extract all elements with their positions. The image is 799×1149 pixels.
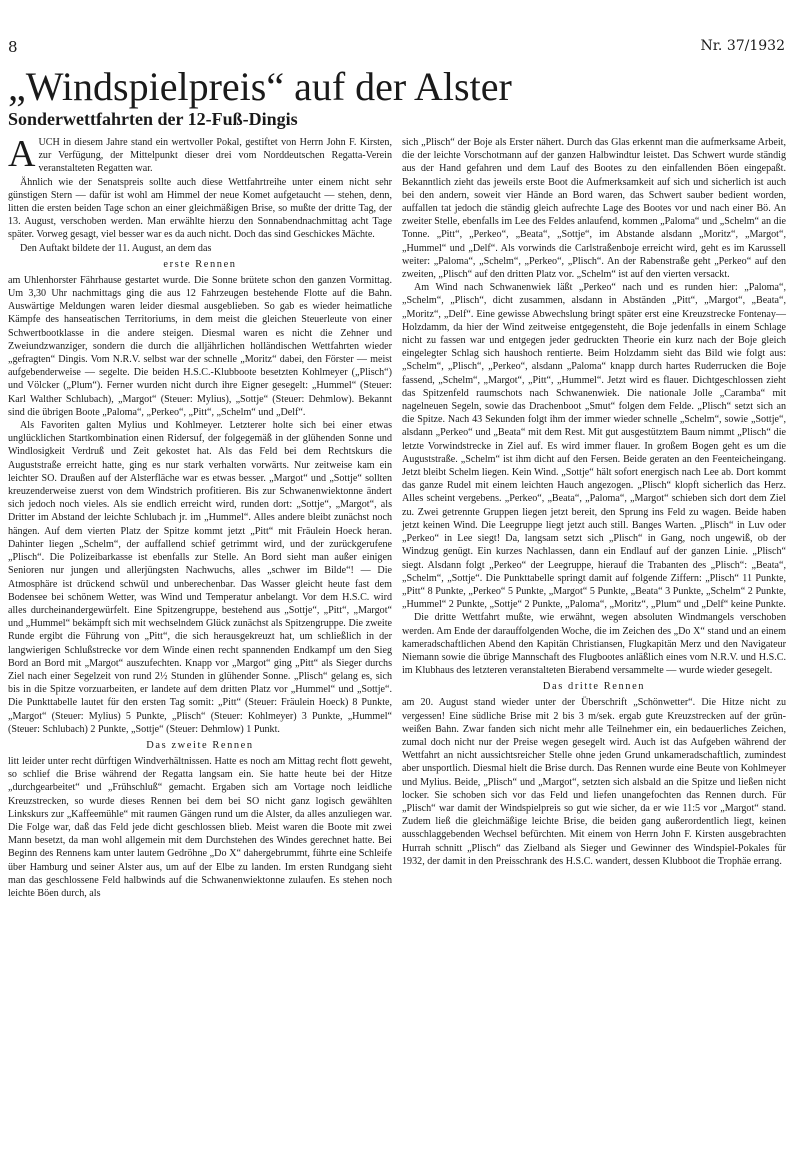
paragraph: sich „Plisch“ der Boje als Erster nähert. Durch das Glas erkennt man die aufmerksame Arbeit, die der leichte Vorschotmann auf der ganzen Halbwindtur leistet. Das Schwert wurde ständig aus der Hand gefahren und dem Lauf des Bootes zu den einfallenden Böen eingepaßt. Bekanntlich zieht das jeweils erste Boot die Aufmerksamkeit auf sich und sicherlich ist auch bei den andern, soweit vier Hände an Bord waren, das Schwert sauber bedient worden, auffallen tat jedoch die ständig gleich aufrechte Lage des Bootes vor und nach einer Bö. An zweiter Stelle, ebenfalls im Lee des Feldes anlaufend, kommen „Paloma“ und „Schelm“ an die Tonne. „Pitt“, „Perkeo“, „Beata“, „Sottje“, im Abstande alsdann „Moritz“, „Margot“, „Hummel“ und „Delf“. Als vorwinds die Carlstraßenboje erreicht wird, geht es im Karussell weiter: „Paloma“, „Schelm“, „Perkeo“, „Plisch“. An der Rabenstraße geht „Perkeo“ auf den zweiten, „Plisch“ auf den dritten Platz vor. „Schelm“ ist auf den vierten versackt.	[402, 137, 786, 281]
paragraph: Die dritte Wettfahrt mußte, wie erwähnt, wegen absoluten Windmangels verschoben werden. Am Ende der darauffolgenden Woche, die im Zeichen des „Do X“ stand und an einem kameradschaftlichen Abend den Kapitän Christiansen, Flugkapitän Merz und den Navigateur Niemann sowie die übrige Mannschaft des Flugbootes anläßlich eines vom N.R.V. und H.S.C. im Klubhaus des letzteren veranstalteten Bierabend versammelte — wurde wieder gesegelt.	[402, 612, 786, 677]
page-number: 8	[8, 38, 18, 56]
article-title: „Windspielpreis“ auf der Alster	[8, 64, 512, 109]
article-subtitle: Sonderwettfahrten der 12-Fuß-Dingis	[8, 109, 298, 129]
paragraph: Als Favoriten galten Mylius und Kohlmeyer. Letzterer holte sich bei einer etwas unglücklichen Startkombination einen Ridersuf, der folgegemäß in der glühenden Sonne und Windlosigkeit Verdruß und Zeit gekostet hat. Als das Feld bei dem Rechtskurs die Auguststraße erreicht hatte, ging es nur stark verhalten vorwärts. Nur zeitweise kam ein leichter SO. Draußen auf der Alsterfläche war es etwas besser. „Margot“ und „Sottje“ sollten kreuzenderweise zuerst von dem Windstrich profitieren. Bis zur Schwanenwiektonne ändert sich jedoch noch vieles. Als sie endlich erreicht wird, runden dort: „Sottje“, „Margot“, als Dritter im Abstand der leichte Schlubach jr. im „Hummel“. Alles andere bleibt zunächst noch hängen. Auf dem vierten Platz der Spitze kommt jetzt „Pitt“ mit Fräulein Hoeck heran. Dahinter liegen „Schelm“, der auffallend schief getrimmt wird, und der zurückgerufene „Plisch“. Die Polizeibarkasse ist ebenfalls zur Stelle. An Bord sieht man außer einigen Senioren nur jungen und allerjüngsten Nachwuchs, alles „schwer im Bilde“! — Die Atmosphäre ist drückend schwül und unberechenbar. Das Wasser gleicht heute fast dem Bodensee bei schönem Wetter, was Wind und Temperatur anbelangt. Vor dem H.S.C. wird alles durcheinandergewürfelt. Eine Spitzengruppe, bestehend aus „Sottje“, „Pitt“, „Margot“ und „Hummel“ bekämpft sich mit wechselndem Glück zunächst als Spitzengruppe. Die zweite Runde ergibt die Führung von „Pitt“, die sich herausgekreuzt hat, um schließlich in der langwierigen Schlußstrecke vor dem Winde einen recht spannenden Endkampf um den Sieg Bord an Bord mit „Margot“ auszufechten. Knapp vor „Margot“ ging „Pitt“ als Sieger durchs Ziel nach einer Segelzeit von rund 2½ Stunden in glühender Sonne. „Plisch“ gelang es, sich bis in die Spitze vorzuarbeiten, er landete auf dem dritten Platz vor „Hummel“ und „Sottje“. Die Punkttabelle lautet für den ersten Tag somit: „Pitt“ (Steuer: Fräulein Hoeck) 8 Punkte, „Margot“ (Steuer: Mylius) 5 Punkte, „Plisch“ (Steuer: Kohlmeyer) 3 Punkte, „Hummel“ (Steuer: Schlubach) 2 Punkte, „Sottje“ (Steuer: Dehmlow) 1 Punkt.	[8, 420, 392, 735]
paragraph: Am Wind nach Schwanenwiek läßt „Perkeo“ nach und es runden hier: „Paloma“, „Schelm“, „Plisch“, dicht zusammen, alsdann in Abständen „Pitt“, „Margot“, „Beata“, „Moritz“, „Delf“. Eine gewisse Abwechslung bringt später erst eine Kreuzstrecke Fontenay—Holzdamm, da hier der Wind zeitweise entgegensteht, die Boje jedenfalls in einem Schlage nicht zu fassen war und entgegen jeder gedruckten Theorie ein kurz nach der Boje gleich eingelegter Schlag sich haushoch rentierte. Beim Holzdamm sieht das Bild wie folgt aus: „Schelm“, „Plisch“, „Perkeo“, alsdann „Paloma“ knapp durch hartes Ruderrucken die Boje fassend, „Schelm“, „Margot“, „Pitt“, „Hummel“. Jetzt wird es flauer. Dichtgeschlossen zieht das Spitzenfeld raumschots nach Schwanenwiek. Die nationale Jolle „Caramba“ mit nagelneuen Segeln, sowie das Drachenboot „Smut“ folgen dem Felde. „Plisch“ setzt sich an die Spitze. Nach 43 Sekunden folgt ihm der immer wieder schnelle „Schelm“, sowie „Sottje“, alsdann „Perkeo“ und „Beata“ mit dem Rest. Mit gut ausgestütztem Baum nimmt „Plisch“ die letzte Vorwindstrecke in Ziel auf. Es wird immer flauer. In großem Bogen geht es um die Auguststraße. „Schelm“ ist ihm dicht auf den Fersen. Beide geraten an den Feenteicheingang. Jetzt bleibt Schelm liegen. Kein Wind. „Sottje“ hält sofort energisch nach Lee ab. Dort kommt das ganze Rudel mit einem leichten Hauch angezogen. „Plisch“ klopft sicherlich das Herz. Alles scheint vergebens. „Perkeo“, „Beata“, „Paloma“, „Margot“ schieben sich dort dem Ziel zu. Zwei getrennte Gruppen liegen jetzt bereit, den Sprung ins Feld zu wagen. Beide haben jetzt keinen Wind. Die Leegruppe liegt jetzt auch still. Banges Warten. „Plisch“ in Luv oder „Perkeo“ in Lee siegt! Da, langsam setzt sich „Plisch“ in Gang, noch ungewiß, ob der Windzug genügt. Ein kurzes Nachlassen, dann ein Endlauf auf der ganzen Linie. „Plisch“ siegt. Alsdann folgt „Perkeo“ der Leegruppe, hierauf die Trabanten des „Plisch“: „Beata“, „Schelm“, „Sottje“. Die Punkttabelle springt damit auf folgende Ziffern: „Plisch“ 11 Punkte, „Pitt“ 8 Punkte, „Perkeo“ 5 Punkte, „Margot“ 5 Punkte, „Beata“ 3 Punkte, „Schelm“ 2 Punkte, „Hummel“ 2 Punkte, „Sottje“ 2 Punkte, „Paloma“, „Moritz“, „Plum“ und „Delf“ keine Punkte.	[402, 282, 786, 611]
section-heading-race1: erste Rennen	[163, 258, 237, 270]
paragraph: Den Auftakt bildete der 11. August, an dem das	[20, 242, 212, 254]
section-heading-race3: Das dritte Rennen	[542, 681, 646, 693]
intro-paragraph	[8, 133, 392, 176]
left-column	[8, 133, 392, 900]
right-column	[402, 136, 786, 868]
drop-cap: A	[8, 133, 36, 175]
paragraph: litt leider unter recht dürftigen Windverhältnissen. Hatte es noch am Mittag recht flott geweht, so schlief die Brise während der Regatta langsam ein. Sie hatte heute bei der Hitze „durchgearbeitet“ und „Frühschluß“ gemacht. Ergaben sich am Vortage noch leidliche Kreuzstrecken, so wurde dieses Rennen bei dem bei SO nicht ganz logisch gewählten Linkskurs zur „Kaffeemühle“ mit raumen Gängen rund um die Alster, da alles anzuliegen war. Die Folge war, daß das Feld jede dicht geschlossen blieb. Meist waren die Boote mit zwei Mann besetzt, da man wohl allgemein mit dem Durchstehen des Windes gerechnet hatte. Bei Beginn des Rennens kam unter lautem Gedröhne „Do X“ dahergebrummt, führte eine Schleife über Hamburg und seiner Alster aus, um auf der Elbe zu landen. Im ersten Rundgang sieht man das geschlossene Feld halbwinds auf die Schwanenwiektonne zulaufen. Es stehen noch leichte Böen durch, als	[8, 755, 392, 899]
intro-text: UCH in diesem Jahre stand ein wertvoller Pokal, gestiftet von Herrn John F. Kirsten, zur Verfügung, der Mittelpunkt dieser drei vom Norddeutschen Regatta-Verein veranstalteten Regatten war.	[38, 137, 392, 175]
paragraph: am Uhlenhorster Fährhause gestartet wurde. Die Sonne brütete schon den ganzen Vormittag. Um 3,30 Uhr nachmittags ging die aus 12 Fahrzeugen bestehende Flotte auf die Bahn. Auswärtige Meldungen waren leider diesmal ausgeblieben. So gab es wieder heimatliche Kämpfe des hanseatischen Territoriums, in dem meist die gleichen Steuerleute von einer Schwertbootklasse in die andere steigen. Diesmal waren es nicht die Zehner und Zweiundzwanziger, sondern die durch die alljährlichen holländischen Wettfahrten wieder „gefragten“ Dingis. Vom N.R.V. selbst war der schnelle „Moritz“ dabei, den Förster — meist aufgebenderweise — segelte. Die beiden H.S.C.-Klubboote besetzten Kohlmeyer („Plisch“) und Völcker („Plum“). Ferner wurden nicht durch ihre Eigner gesegelt: „Hummel“ (Steuer: Karl Walther Schlubach), „Margot“ (Steuer: Mylius), „Sottje“ (Steuer: Dehmlow). Bekannt sind die übrigen Boote „Paloma“, „Perkeo“, „Pitt“, „Schelm“ und „Delf“.	[8, 274, 392, 418]
issue-number: Nr. 37/1932	[700, 38, 785, 54]
paragraph: am 20. August stand wieder unter der Überschrift „Schönwetter“. Die Hitze nicht zu vergessen! Eine südliche Brise mit 2 bis 3 m/sek. ergab gute Kreuzstrecken auf der grün-weißen Bahn. Zwar fanden sich nicht mehr alle Teilnehmer ein, ein bedauerliches Zeichen, zumal doch nicht nur der Preise wegen gesegelt wird. Auch ist das Aufgeben während der Wettfahrt an nicht aussichtsreicher Stelle ohne jeden Grund unkameradschaftlich, zumindest aber unsportlich. Diesmal hielt die Brise durch. Das Rennen wurde eine Beute von Kohlmeyer und Mylius. Beide, „Plisch“ und „Margot“, setzten sich alsbald an die Spitze und ließen nicht locker. Sie schoben sich vor das Feld und liefen unangefochten das Rennen durch. Für „Plisch“ war damit der Windspielpreis so gut wie sicher, da er wie 11:5 vor „Margot“ stand. Zudem ließ die gleichmäßige leichte Brise, die beiden gang außerordentlich liegt, keinen ausschlaggebenden Wechsel befürchten. Mit einem von Herrn John F. Kirsten ausgebrachten Hurrah schnitt „Plisch“ das Zielband als Sieger und Gewinner des Windspiel-Pokales für 1932, der damit in den Preisschrank des H.S.C. wandert, dessen Klubboot die Trophäe errang.	[402, 697, 786, 867]
paragraph: Ähnlich wie der Senatspreis sollte auch diese Wettfahrtreihe unter einem nicht sehr günstigen Stern — dafür ist wohl am Himmel der neue Komet aufgetaucht — stehen, denn, litten die ersten beiden Tage schon an einer gleichmäßigen Brise, so mußte der dritte Tag, der 13. August, verschoben werden. Man erwählte hierzu den Sonnabendnachmittag acht Tage später. Vorweg gesagt, viel besser war es da auch nicht. Doch das sind Geschickes Mächte.	[8, 176, 392, 241]
section-heading-race2: Das zweite Rennen	[146, 739, 254, 751]
